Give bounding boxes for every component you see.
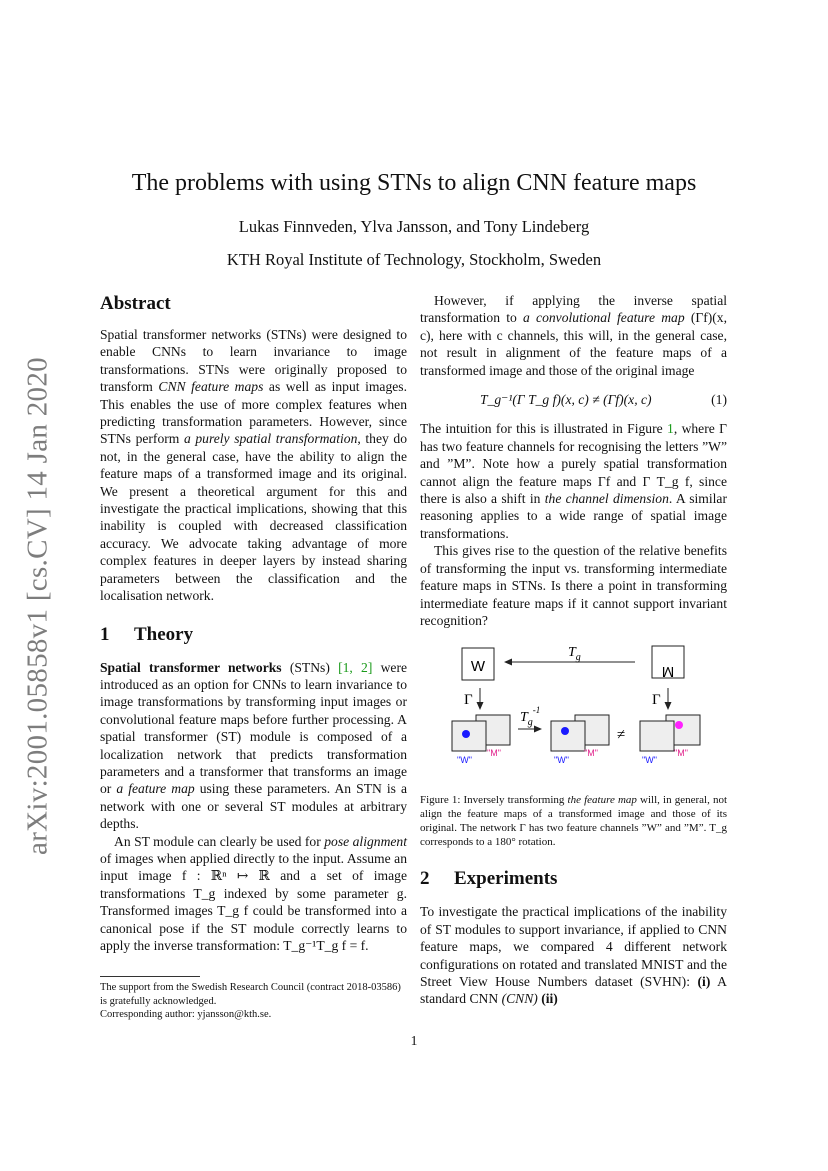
paper-title: The problems with using STNs to align CNN feature maps [131, 170, 697, 196]
section-1-heading: 1 Theory [100, 623, 194, 645]
fmap-2-w [551, 721, 585, 751]
right-paragraph-2: The intuition for this is illustrated in Figure 1, where Γ has two feature channels for recognising the letters ”W” and ”M”. Note how a purely spatial transformation cannot align the feature maps Γf and Γ T_g f, since there is also a shift in the channel dimension. A similar reasoning applies to a wide range of spatial image transformations. [420, 421, 727, 541]
box-w-letter: W [470, 658, 486, 676]
citation-link[interactable]: [1, 2] [338, 659, 373, 675]
figure-1 [420, 643, 727, 783]
label-m-1: "M" [487, 748, 501, 759]
abstract-heading: Abstract [100, 293, 171, 314]
gamma-left: Γ [464, 692, 473, 709]
authors: Lukas Finnveden, Ylva Jansson, and Tony Lindeberg [238, 217, 590, 236]
arxiv-watermark: arXiv:2001.05858v1 [cs.CV] 14 Jan 2020 [21, 357, 54, 855]
fmap-3-w [640, 721, 674, 751]
section-2-heading: 2 Experiments [420, 868, 558, 890]
footnote-rule [100, 976, 200, 977]
gamma-right: Γ [652, 692, 661, 709]
affiliation: KTH Royal Institute of Technology, Stockholm, Sweden [226, 250, 602, 269]
section-2-paragraph-1: To investigate the practical implications of the inability of ST modules to support invariance, if applied to CNN feature maps, we compared 4 different network configurations on rotated and translated MNIST and the Street View House Numbers dataset (SVHN): (i) A standard CNN (CNN) (ii) [420, 904, 727, 1007]
label-m-3: "M" [674, 748, 688, 759]
equation-1: T_g⁻¹(Γ T_g f)(x, c) ≠ (Γf)(x, c) (1) [480, 392, 727, 408]
left-column [100, 292, 407, 1022]
section-1-paragraph-2: An ST module can clearly be used for pose alignment of images when applied directly to the input. Assume an input image f : ℝⁿ ↦ ℝ and a set of image transformations T_g indexed by some parameter g. Transformed images T_g f could be transformed into a canonical pose if the ST module correctly learns to apply the inverse transformation: T_g⁻¹T_g f = f. [100, 833, 407, 953]
tg-inv-label: $T_g^{-1}$ [520, 705, 541, 729]
equation-number: (1) [711, 392, 727, 408]
figure-1-caption: Figure 1: Inversely transforming the feature map will, in general, not align the feature maps of a transformed image and those of its original. The network Γ has two feature channels ”W” and ”M”. T_g corresponds to a 180° rotation. [420, 794, 728, 849]
tg-arrowhead [504, 659, 512, 666]
abstract-text: Spatial transformer networks (STNs) were designed to enable CNNs to learn invariance to image transformations. STNs were originally proposed to transform CNN feature maps as well as input images. This enables the use of more complex features when predicting transformation parameters. However, since STNs perform a purely spatial transformation, they do not, in the general case, have the ability to align the feature maps of a transformed image and its original. We present a theoretical argument for this and investigate the practical implications, showing that this inability is coupled with decreased classification accuracy. We advocate taking advantage of more complex features in deeper layers by instead sharing parameters between the classification and the localisation network. [100, 327, 407, 604]
right-paragraph-3: This gives rise to the question of the relative benefits of transforming the input vs. transforming intermediate feature maps in STNs. Is there a point in transforming intermediate feature maps if it cannot support invariant recognition? [420, 543, 727, 628]
figure-1-diagram [420, 643, 727, 783]
blue-dot-1 [462, 730, 470, 738]
tg-label: $T_g$ [568, 645, 581, 664]
page-number: 1 [410, 1033, 418, 1048]
blue-dot-2 [561, 727, 569, 735]
footnote: The support from the Swedish Research Council (contract 2018-03586) is gratefully acknowledged. Corresponding author: yjansson@kth.se. [100, 982, 401, 1021]
label-w-2: "W" [554, 755, 569, 766]
label-w-1: "W" [457, 755, 472, 766]
right-paragraph-1: However, if applying the inverse spatial transformation to a convolutional feature map (Γf)(x, c), here with c channels, this will, in the general case, not result in alignment of the feature maps of a transformed image and those of the original image [420, 293, 727, 378]
right-column [420, 292, 727, 1008]
label-m-2: "M" [584, 748, 598, 759]
magenta-dot [675, 721, 683, 729]
section-1-paragraph-1: Spatial transformer networks (STNs) [1, 2] were introduced as an option for CNNs to learn invariance to image transformations by transforming input images or convolutional feature maps before further processing. A spatial transformer (ST) module is composed of a localization network that predicts transformation parameters and a transformer that transforms an image or a feature map using these parameters. An STN is a network with one or several ST modules at arbitrary depths. [100, 659, 407, 832]
label-w-3: "W" [642, 755, 657, 766]
neq-sign: ≠ [617, 727, 626, 744]
figure-ref-link[interactable]: 1 [667, 421, 674, 437]
box-m-letter: M [661, 663, 675, 681]
